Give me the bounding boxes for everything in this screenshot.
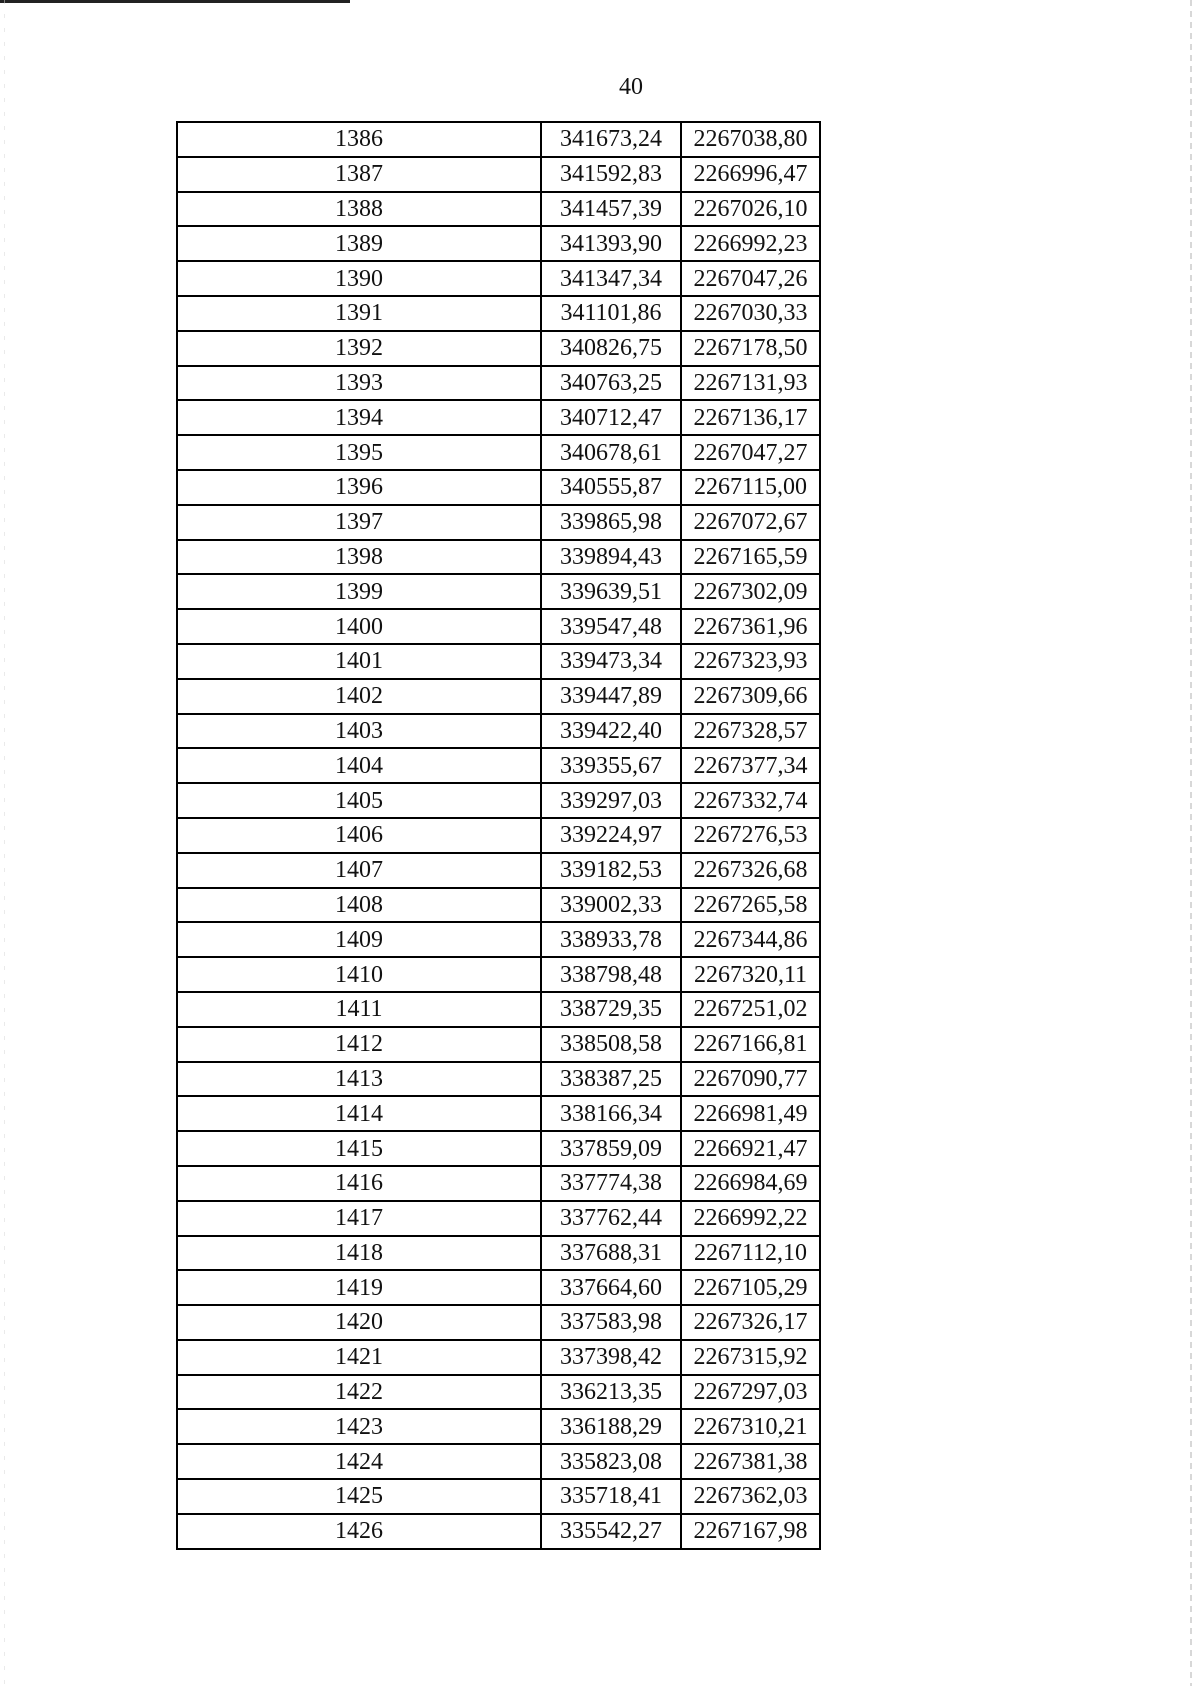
point-number-cell: 1411 [177,992,541,1027]
x-coordinate-cell: 339224,97 [541,818,681,853]
x-coordinate-cell: 339355,67 [541,748,681,783]
table-row [177,400,820,435]
point-number-cell: 1413 [177,1062,541,1097]
table-row [177,192,820,227]
x-coordinate-cell: 339002,33 [541,888,681,923]
table-row [177,1444,820,1479]
x-coordinate-cell: 339182,53 [541,853,681,888]
point-number-cell: 1400 [177,609,541,644]
point-number-cell: 1399 [177,574,541,609]
point-number-cell: 1397 [177,505,541,540]
x-coordinate-cell: 337398,42 [541,1340,681,1375]
point-number-cell: 1401 [177,644,541,679]
y-coordinate-cell: 2267030,33 [681,296,820,331]
point-number-cell: 1398 [177,540,541,575]
table-row [177,783,820,818]
y-coordinate-cell: 2267105,29 [681,1270,820,1305]
point-number-cell: 1416 [177,1166,541,1201]
y-coordinate-cell: 2267328,57 [681,714,820,749]
point-number-cell: 1406 [177,818,541,853]
x-coordinate-cell: 341101,86 [541,296,681,331]
table-row [177,818,820,853]
y-coordinate-cell: 2267315,92 [681,1340,820,1375]
table-row [177,922,820,957]
table-row [177,748,820,783]
coordinates-table-body [177,122,820,1549]
y-coordinate-cell: 2267047,26 [681,261,820,296]
x-coordinate-cell: 339639,51 [541,574,681,609]
table-row [177,1062,820,1097]
x-coordinate-cell: 335718,41 [541,1479,681,1514]
y-coordinate-cell: 2266921,47 [681,1131,820,1166]
point-number-cell: 1417 [177,1201,541,1236]
point-number-cell: 1389 [177,226,541,261]
point-number-cell: 1410 [177,957,541,992]
table-row [177,540,820,575]
y-coordinate-cell: 2267265,58 [681,888,820,923]
table-row [177,226,820,261]
x-coordinate-cell: 337664,60 [541,1270,681,1305]
x-coordinate-cell: 340712,47 [541,400,681,435]
point-number-cell: 1390 [177,261,541,296]
y-coordinate-cell: 2266992,22 [681,1201,820,1236]
point-number-cell: 1424 [177,1444,541,1479]
point-number-cell: 1403 [177,714,541,749]
x-coordinate-cell: 337774,38 [541,1166,681,1201]
point-number-cell: 1395 [177,435,541,470]
point-number-cell: 1422 [177,1375,541,1410]
table-row [177,1305,820,1340]
point-number-cell: 1412 [177,1027,541,1062]
y-coordinate-cell: 2267362,03 [681,1479,820,1514]
x-coordinate-cell: 340678,61 [541,435,681,470]
x-coordinate-cell: 337762,44 [541,1201,681,1236]
x-coordinate-cell: 340763,25 [541,366,681,401]
point-number-cell: 1423 [177,1409,541,1444]
y-coordinate-cell: 2267165,59 [681,540,820,575]
x-coordinate-cell: 338798,48 [541,957,681,992]
y-coordinate-cell: 2267131,93 [681,366,820,401]
y-coordinate-cell: 2267026,10 [681,192,820,227]
y-coordinate-cell: 2267115,00 [681,470,820,505]
point-number-cell: 1396 [177,470,541,505]
right-scan-edge [1190,0,1192,1686]
table-row [177,366,820,401]
point-number-cell: 1415 [177,1131,541,1166]
point-number-cell: 1392 [177,331,541,366]
y-coordinate-cell: 2267326,68 [681,853,820,888]
x-coordinate-cell: 341347,34 [541,261,681,296]
y-coordinate-cell: 2267344,86 [681,922,820,957]
table-row [177,1375,820,1410]
x-coordinate-cell: 339422,40 [541,714,681,749]
point-number-cell: 1394 [177,400,541,435]
point-number-cell: 1405 [177,783,541,818]
table-row [177,679,820,714]
x-coordinate-cell: 340826,75 [541,331,681,366]
top-edge-rule [0,0,350,3]
y-coordinate-cell: 2267326,17 [681,1305,820,1340]
table-row [177,1027,820,1062]
table-row [177,1409,820,1444]
table-row [177,888,820,923]
point-number-cell: 1391 [177,296,541,331]
table-row [177,853,820,888]
x-coordinate-cell: 338508,58 [541,1027,681,1062]
y-coordinate-cell: 2267309,66 [681,679,820,714]
x-coordinate-cell: 338933,78 [541,922,681,957]
page-number: 40 [619,74,643,100]
x-coordinate-cell: 339865,98 [541,505,681,540]
table-row [177,1340,820,1375]
y-coordinate-cell: 2267332,74 [681,783,820,818]
y-coordinate-cell: 2266981,49 [681,1096,820,1131]
point-number-cell: 1425 [177,1479,541,1514]
table-row [177,157,820,192]
table-row [177,1166,820,1201]
point-number-cell: 1408 [177,888,541,923]
x-coordinate-cell: 341393,90 [541,226,681,261]
y-coordinate-cell: 2267178,50 [681,331,820,366]
x-coordinate-cell: 336213,35 [541,1375,681,1410]
y-coordinate-cell: 2267038,80 [681,122,820,157]
x-coordinate-cell: 338387,25 [541,1062,681,1097]
x-coordinate-cell: 341457,39 [541,192,681,227]
table-row [177,1270,820,1305]
y-coordinate-cell: 2267072,67 [681,505,820,540]
coordinates-table [176,121,821,1550]
table-row [177,714,820,749]
table-row [177,331,820,366]
point-number-cell: 1426 [177,1514,541,1549]
x-coordinate-cell: 337688,31 [541,1236,681,1271]
table-row [177,644,820,679]
table-row [177,1479,820,1514]
y-coordinate-cell: 2266992,23 [681,226,820,261]
point-number-cell: 1402 [177,679,541,714]
x-coordinate-cell: 341592,83 [541,157,681,192]
y-coordinate-cell: 2267320,11 [681,957,820,992]
table-row [177,1131,820,1166]
x-coordinate-cell: 339894,43 [541,540,681,575]
y-coordinate-cell: 2267377,34 [681,748,820,783]
table-row [177,261,820,296]
x-coordinate-cell: 338166,34 [541,1096,681,1131]
x-coordinate-cell: 335823,08 [541,1444,681,1479]
x-coordinate-cell: 336188,29 [541,1409,681,1444]
x-coordinate-cell: 339447,89 [541,679,681,714]
y-coordinate-cell: 2266996,47 [681,157,820,192]
table-row [177,435,820,470]
table-row [177,957,820,992]
y-coordinate-cell: 2267136,17 [681,400,820,435]
x-coordinate-cell: 339547,48 [541,609,681,644]
point-number-cell: 1420 [177,1305,541,1340]
point-number-cell: 1387 [177,157,541,192]
point-number-cell: 1407 [177,853,541,888]
y-coordinate-cell: 2267112,10 [681,1236,820,1271]
left-scan-edge [4,0,5,1686]
point-number-cell: 1386 [177,122,541,157]
x-coordinate-cell: 337859,09 [541,1131,681,1166]
table-row [177,122,820,157]
point-number-cell: 1409 [177,922,541,957]
point-number-cell: 1418 [177,1236,541,1271]
table-row [177,574,820,609]
x-coordinate-cell: 339297,03 [541,783,681,818]
table-row [177,1201,820,1236]
point-number-cell: 1404 [177,748,541,783]
y-coordinate-cell: 2267167,98 [681,1514,820,1549]
y-coordinate-cell: 2267302,09 [681,574,820,609]
table-row [177,296,820,331]
point-number-cell: 1388 [177,192,541,227]
table-row [177,609,820,644]
table-row [177,470,820,505]
table-row [177,1096,820,1131]
y-coordinate-cell: 2267297,03 [681,1375,820,1410]
y-coordinate-cell: 2267166,81 [681,1027,820,1062]
point-number-cell: 1421 [177,1340,541,1375]
table-row [177,1236,820,1271]
point-number-cell: 1393 [177,366,541,401]
y-coordinate-cell: 2267361,96 [681,609,820,644]
y-coordinate-cell: 2267047,27 [681,435,820,470]
x-coordinate-cell: 341673,24 [541,122,681,157]
point-number-cell: 1414 [177,1096,541,1131]
y-coordinate-cell: 2267381,38 [681,1444,820,1479]
y-coordinate-cell: 2267090,77 [681,1062,820,1097]
table-row [177,1514,820,1549]
table-row [177,992,820,1027]
x-coordinate-cell: 335542,27 [541,1514,681,1549]
table-row [177,505,820,540]
x-coordinate-cell: 340555,87 [541,470,681,505]
y-coordinate-cell: 2266984,69 [681,1166,820,1201]
point-number-cell: 1419 [177,1270,541,1305]
x-coordinate-cell: 337583,98 [541,1305,681,1340]
y-coordinate-cell: 2267310,21 [681,1409,820,1444]
x-coordinate-cell: 338729,35 [541,992,681,1027]
y-coordinate-cell: 2267323,93 [681,644,820,679]
y-coordinate-cell: 2267251,02 [681,992,820,1027]
y-coordinate-cell: 2267276,53 [681,818,820,853]
x-coordinate-cell: 339473,34 [541,644,681,679]
